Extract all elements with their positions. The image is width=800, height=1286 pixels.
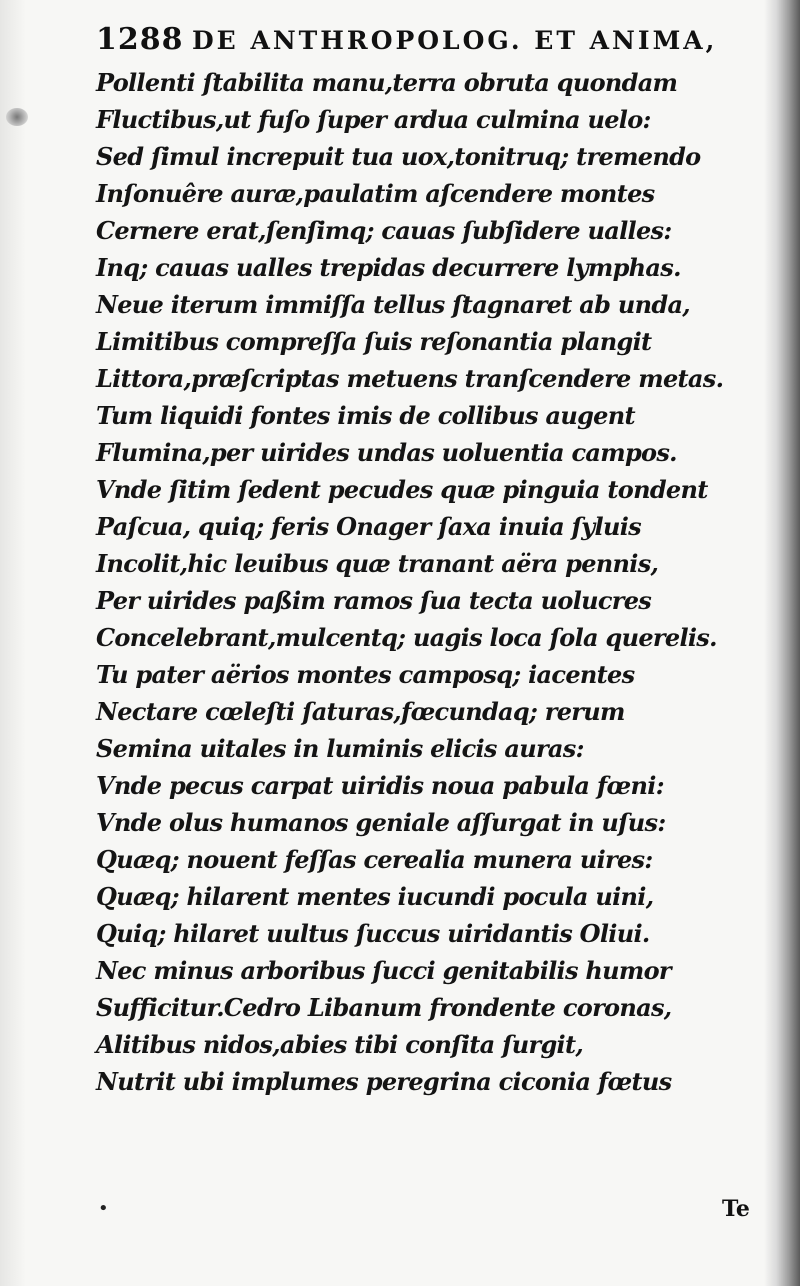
verse-line: Per uirides paßim ramos ſua tecta uolucres: [96, 586, 652, 615]
catchword: Te: [722, 1196, 750, 1222]
verse-line: Quæq; hilarent mentes iucundi pocula uini,: [96, 882, 654, 911]
verse-line: Incolit,hic leuibus quæ tranant aëra pennis,: [96, 549, 659, 578]
verse-line: Fluctibus,ut fuſo ſuper ardua culmina uelo:: [96, 105, 651, 134]
verse-line: Semina uitales in luminis elicis auras:: [96, 734, 584, 763]
verse-line: Quæq; nouent feſſas cerealia munera uires:: [96, 845, 653, 874]
verse-line: Littora,præſcriptas metuens tranſcendere metas.: [96, 364, 724, 393]
verse-line: Tum liquidi fontes imis de collibus augent: [96, 401, 635, 430]
verse-line: Inſonuêre auræ,paulatim aſcendere montes: [96, 179, 655, 208]
verse-block: [96, 64, 724, 1100]
verse-line: Quiq; hilaret uultus ſuccus uiridantis Oliui.: [96, 919, 650, 948]
running-head: [96, 22, 718, 66]
verse-line: Nutrit ubi implumes peregrina ciconia fœtus: [96, 1067, 672, 1096]
verse-line: Cernere erat,ſenſimq; cauas ſubſidere ualles:: [96, 216, 672, 245]
page-edge-shadow: [0, 0, 26, 1286]
verse-line: Flumina,per uirides undas uoluentia campos.: [96, 438, 677, 467]
verse-line: Vnde pecus carpat uiridis noua pabula fœni:: [96, 771, 664, 800]
verse-line: Limitibus compreſſa ſuis reſonantia plangit: [96, 327, 652, 356]
ink-smudge: [6, 108, 28, 126]
page-number: 1288: [96, 22, 184, 57]
verse-line: Pollenti ſtabilita manu,terra obruta quondam: [96, 68, 678, 97]
verse-line: Alitibus nidos,abies tibi conſita ſurgit,: [96, 1030, 583, 1059]
verse-line: Neue iterum immiſſa tellus ſtagnaret ab unda,: [96, 290, 690, 319]
verse-line: Inq; cauas ualles trepidas decurrere lymphas.: [96, 253, 681, 282]
binding-gutter: [764, 0, 800, 1286]
verse-line: Vnde olus humanos geniale aſſurgat in uſus:: [96, 808, 666, 837]
verse-line: Paſcua, quiq; feris Onager ſaxa inuia ſyluis: [96, 512, 641, 541]
verse-line: Tu pater aërios montes camposq; iacentes: [96, 660, 635, 689]
printer-mark: •: [98, 1198, 109, 1219]
verse-line: Concelebrant,mulcentq; uagis loca ſola querelis.: [96, 623, 717, 652]
verse-line: Nectare cœleſti ſaturas,fœcundaq; rerum: [96, 697, 625, 726]
verse-line: Vnde ſitim ſedent pecudes quæ pinguia tondent: [96, 475, 708, 504]
verse-line: Nec minus arboribus ſucci genitabilis humor: [96, 956, 671, 985]
verse-line: Sufficitur.Cedro Libanum frondente coronas,: [96, 993, 672, 1022]
verse-line: Sed ſimul increpuit tua uox,tonitruq; tremendo: [96, 142, 701, 171]
running-title: DE ANTHROPOLOG. ET ANIMA,: [192, 26, 718, 55]
